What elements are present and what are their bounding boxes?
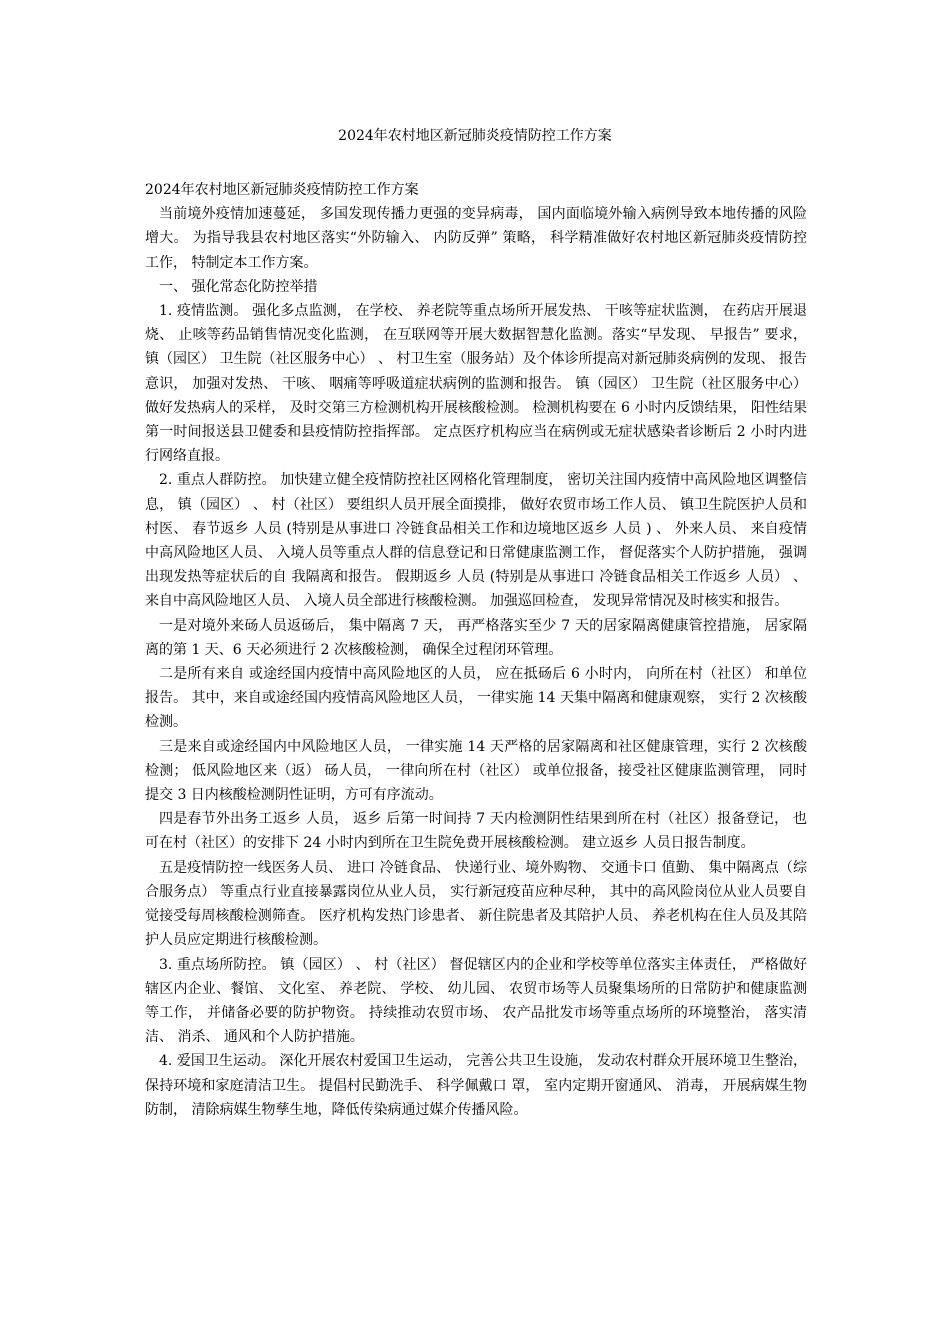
paragraph-key-places: 3. 重点场所防控。 镇（园区） 、 村（社区） 督促辖区内的企业和学校等单位落实主体责任， 严格做好辖区内企业、餐馆、 文化室、 养老院、 学校、 幼儿园、 农贸市场等人员聚集场所的日常防护和健康监测等工作， 并储备必要的防护物资。 持续推动农贸市场、 农产品批发市场等重点场所的环境整治， 落实清洁、 消杀、 通风和个人防护措施。 xyxy=(145,956,807,1046)
section-heading: 一、 强化常态化防控举措 xyxy=(159,278,318,295)
document-subtitle: 2024年农村地区新冠肺炎疫情防控工作方案 xyxy=(145,182,419,198)
paragraph-item-two: 二是所有来自 或途经国内疫情中高风险地区的人员， 应在抵砀后 6 小时内， 向所在村（社区） 和单位报告。 其中，来自或途经国内疫情高风险地区人员， 一律实施 14 天集中隔离和健康观察， 实行 2 次核酸检测。 xyxy=(145,666,807,731)
document-body xyxy=(145,178,807,1122)
paragraph-key-population: 2. 重点人群防控。 加快建立健全疫情防控社区网格化管理制度， 密切关注国内疫情中高风险地区调整信息， 镇（园区） 、 村（社区） 要组织人员开展全面摸排， 做好农贸市场工作人员、 镇卫生院医护人员和村医、 春节返乡 人员 (特别是从事进口 冷链食品相关工作和边境地区返乡 人员 ) 、 外来人员、 来自疫情中高风险地区人员、 入境人员等重点人群的信息登记和日常健康监测工作， 督促落实个人防护措施， 强调出现发热等症状后的自 我隔离和报告。 假期返乡 人员 (特别是从事进口 冷链食品相关工作返乡 人员） 、 来自中高风险地区人员、 入境人员全部进行核酸检测。 加强巡回检查， 发现异常情况及时核实和报告。 xyxy=(145,472,807,610)
paragraph-patriotic-health: 4. 爱国卫生运动。 深化开展农村爱国卫生运动， 完善公共卫生设施， 发动农村群众开展环境卫生整治， 保持环境和家庭清洁卫生。 提倡村民勤洗手、 科学佩戴口 罩， 室内定期开窗通风、 消毒， 开展病媒生物防制， 清除病媒生物孳生地，降低传染病通过媒介传播风险。 xyxy=(145,1053,807,1118)
paragraph-epidemic-monitoring: 1. 疫情监测。 强化多点监测， 在学校、 养老院等重点场所开展发热、 干咳等症状监测， 在药店开展退烧、 止咳等药品销售情况变化监测， 在互联网等开展大数据智慧化监测。落实“早发现、 早报告” 要求， 镇（园区） 卫生院（社区服务中心） 、 村卫生室（服务站）及个体诊所提高对新冠肺炎病例的发现、 报告意识， 加强对发热、 干咳、 咽痛等呼吸道症状病例的监测和报告。 镇（园区） 卫生院（社区服务中心）做好发热病人的采样， 及时交第三方检测机构开展核酸检测。 检测机构要在 6 小时内反馈结果， 阳性结果第一时间报送县卫健委和县疫情防控指挥部。 定点医疗机构应当在病例或无症状感染者诊断后 2 小时内进行网络直报。 xyxy=(145,303,807,465)
intro-paragraph: 当前境外疫情加速蔓延， 多国发现传播力更强的变异病毒， 国内面临境外输入病例导致本地传播的风险增大。 为指导我县农村地区落实“外防输入、 内防反弹” 策略， 科学精准做好农村地区新冠肺炎疫情防控工作， 特制定本工作方案。 xyxy=(145,206,807,271)
paragraph-item-three: 三是来自或途经国内中风险地区人员， 一律实施 14 天严格的居家隔离和社区健康管理，实行 2 次核酸检测； 低风险地区来（返） 砀人员， 一律向所在村（社区） 或单位报备，接受社区健康监测管理， 同时提交 3 日内核酸检测阴性证明，方可有序流动。 xyxy=(145,738,807,804)
paragraph-item-one: 一是对境外来砀人员返砀后， 集中隔离 7 天， 再严格落实至少 7 天的居家隔离健康管控措施， 居家隔离的第 1 天、6 天必须进行 2 次核酸检测， 确保全过程闭环管理。 xyxy=(145,617,807,658)
paragraph-item-five: 五是疫情防控一线医务人员、 进口 冷链食品、 快递行业、境外购物、 交通卡口 值勤、 集中隔离点（综合服务点） 等重点行业直接暴露岗位从业人员， 实行新冠疫苗应种尽种， 其中的高风险岗位从业人员要自觉接受每周核酸检测筛查。 医疗机构发热门诊患者、 新住院患者及其陪护人员、 养老机构在住人员及其陪护人员应定期进行核酸检测。 xyxy=(145,859,807,949)
document-title: 2024年农村地区新冠肺炎疫情防控工作方案 xyxy=(338,128,612,144)
paragraph-item-four: 四是春节外出务工返乡 人员， 返乡 后第一时间持 7 天内检测阴性结果到所在村（社区）报备登记， 也可在村（社区）的安排下 24 小时内到所在卫生院免费开展核酸检测。 建立返乡 人员日报告制度。 xyxy=(145,811,807,852)
